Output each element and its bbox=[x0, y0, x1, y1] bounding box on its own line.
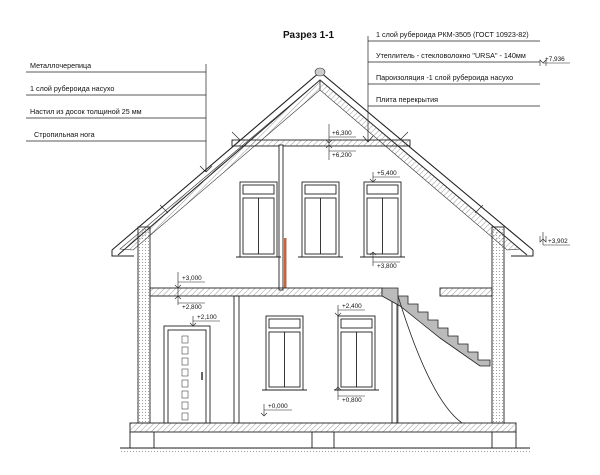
level-floor2-top-label: +3,000 bbox=[182, 275, 202, 282]
level-floor2-bottom-label: +2,800 bbox=[182, 304, 202, 311]
note-metal-tile: Металлочерепица bbox=[30, 61, 92, 70]
note-roofing-felt: 1 слой рубероида насухо bbox=[30, 84, 115, 93]
level-window-top-2-label: +5,400 bbox=[377, 170, 397, 177]
level-attic-top-label: +6,300 bbox=[332, 130, 352, 137]
windows-floor-1 bbox=[262, 316, 379, 390]
stairs bbox=[382, 288, 490, 423]
note-board-deck: Настил из досок толщиной 25 мм bbox=[30, 107, 142, 116]
note-rafter: Стропильная нога bbox=[34, 130, 95, 139]
floor-slab bbox=[150, 288, 492, 296]
left-notes bbox=[30, 61, 142, 139]
level-eave-label: +3,902 bbox=[548, 238, 568, 245]
level-ground-label: +0,000 bbox=[268, 403, 288, 410]
level-window-top-1-label: +2,400 bbox=[342, 303, 362, 310]
level-window-bottom-1-label: +0,800 bbox=[342, 397, 362, 404]
window-2a bbox=[236, 182, 281, 257]
attic-ceiling bbox=[232, 140, 410, 146]
note-floor-slab: Плита перекрытия bbox=[376, 95, 438, 104]
window-2b bbox=[298, 182, 343, 257]
window-2c bbox=[360, 182, 405, 257]
windows-floor-2 bbox=[236, 182, 405, 257]
door bbox=[164, 326, 210, 423]
drawing-title: Разрез 1-1 bbox=[283, 30, 335, 41]
window-1b bbox=[334, 316, 379, 390]
left-leaders bbox=[26, 64, 212, 172]
level-window-bottom-2-label: +3,800 bbox=[377, 263, 397, 270]
note-vapor-barrier: Пароизоляция -1 слой рубероида насухо bbox=[376, 73, 514, 82]
window-1a bbox=[262, 316, 307, 390]
level-door-top-label: +2,100 bbox=[197, 314, 217, 321]
note-insulation: Утеплитель - стекловолокно "URSA" - 140мм bbox=[376, 51, 526, 60]
foundation bbox=[120, 423, 530, 452]
level-ridge-label: +7,936 bbox=[545, 56, 565, 63]
level-attic-bottom-label: +6,200 bbox=[332, 152, 352, 159]
note-rkm-felt: 1 слой рубероида РКМ-3505 (ГОСТ 10923-82) bbox=[376, 30, 529, 39]
